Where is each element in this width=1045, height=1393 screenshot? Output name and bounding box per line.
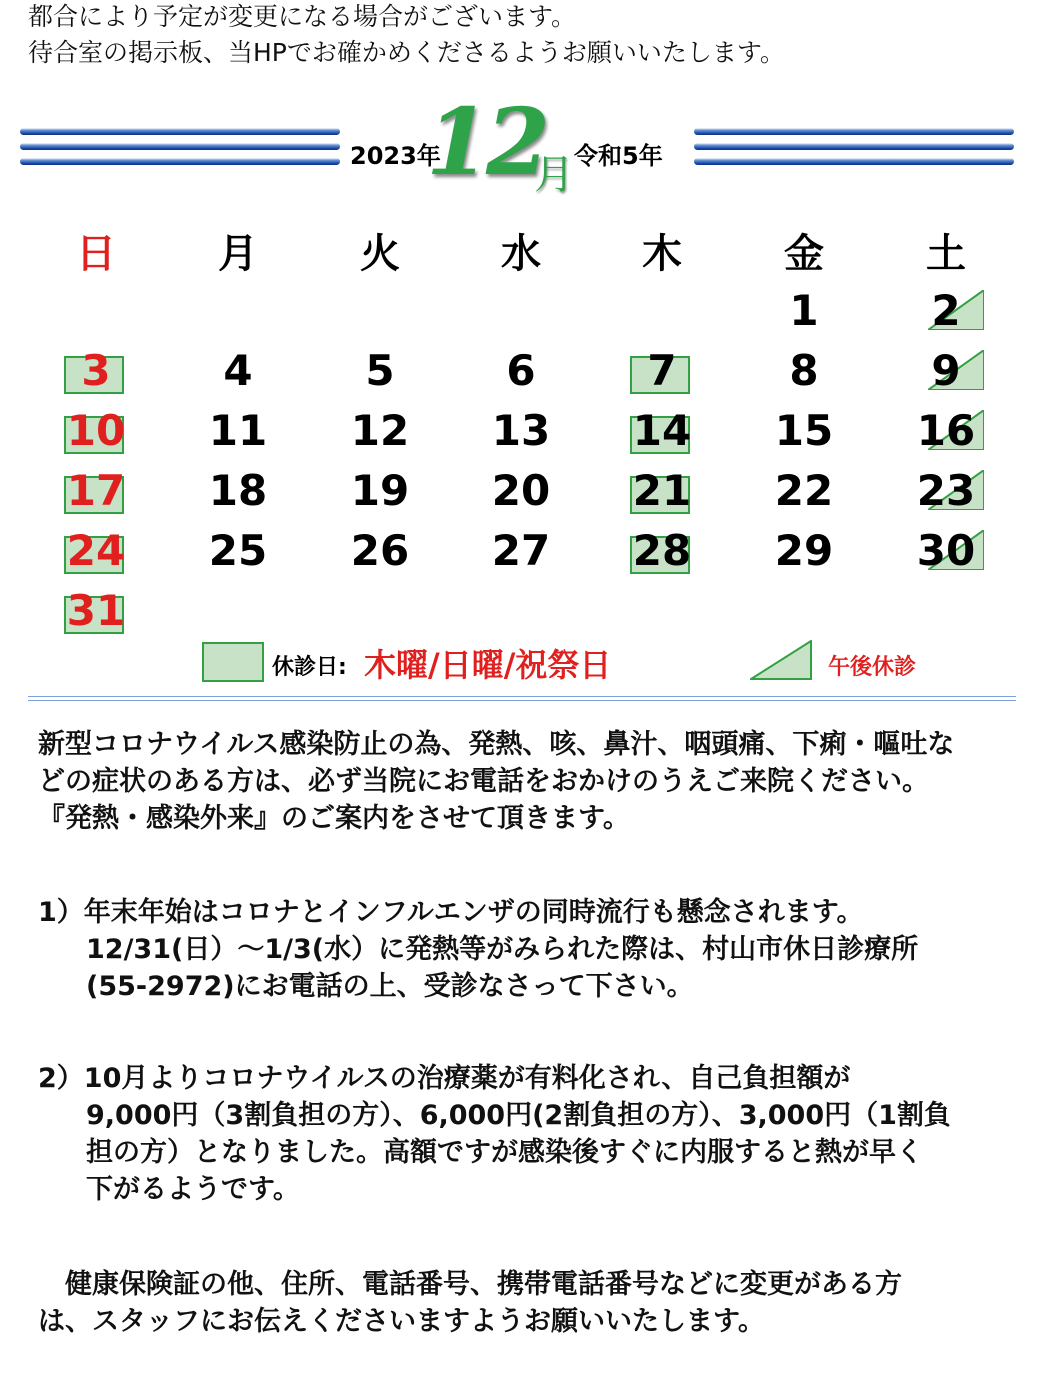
day-cell xyxy=(340,526,420,576)
day-number: 10 xyxy=(66,406,126,455)
day-number: 22 xyxy=(774,466,834,515)
day-number: 15 xyxy=(774,406,834,455)
year-western: 2023年 xyxy=(350,142,441,170)
day-number: 2 xyxy=(931,286,961,335)
weekday-fri: 金 xyxy=(784,231,824,277)
day-cell-closed xyxy=(622,406,702,456)
weekday-wed: 水 xyxy=(501,231,541,277)
day-number: 31 xyxy=(66,586,126,635)
text-line: 12/31(日）～1/3(水）に発熱等がみられた際は、村山市休日診療所 xyxy=(86,934,919,965)
text-line: (55-2972)にお電話の上、受診なさって下さい。 xyxy=(86,971,694,1002)
day-cell xyxy=(198,346,278,396)
afternoon-closed-legend-triangle-icon xyxy=(750,640,812,680)
day-cell xyxy=(198,466,278,516)
day-cell-afternoon-closed xyxy=(906,406,986,456)
day-number: 23 xyxy=(916,466,976,515)
weekday-thu: 木 xyxy=(642,231,682,277)
day-cell-closed xyxy=(56,406,136,456)
day-number: 28 xyxy=(632,526,692,575)
section-divider xyxy=(28,700,1016,701)
left-decorative-stripes xyxy=(20,128,340,170)
text-line: 下がるようです。 xyxy=(86,1174,300,1205)
day-number: 30 xyxy=(916,526,976,575)
day-number: 5 xyxy=(365,346,395,395)
day-cell xyxy=(340,466,420,516)
text-line: 9,000円（3割負担の方）、6,000円(2割負担の方）、3,000円（1割負 xyxy=(86,1100,951,1131)
day-number: 1 xyxy=(789,286,819,335)
text-line: 1）年末年始はコロナとインフルエンザの同時流行も懸念されます。 xyxy=(38,897,864,928)
notice-line-1: 都合により予定が変更になる場合がございます。 xyxy=(28,2,577,31)
day-cell-closed xyxy=(56,466,136,516)
day-cell xyxy=(764,286,844,336)
weekday-mon: 月 xyxy=(218,231,258,277)
day-cell-closed xyxy=(56,526,136,576)
day-number: 3 xyxy=(81,346,111,395)
day-number: 24 xyxy=(66,526,126,575)
closing-paragraph xyxy=(38,1266,902,1340)
day-cell xyxy=(764,346,844,396)
day-number: 8 xyxy=(789,346,819,395)
text-line: 新型コロナウイルス感染防止の為、発熱、咳、鼻汁、咽頭痛、下痢・嘔吐な xyxy=(38,729,955,760)
weekday-sun: 日 xyxy=(76,231,116,277)
month-number: 12 xyxy=(426,88,547,196)
day-cell xyxy=(198,406,278,456)
day-number: 14 xyxy=(632,406,692,455)
day-cell-afternoon-closed xyxy=(906,346,986,396)
closed-day-legend-label: 休診日: xyxy=(272,655,347,680)
day-number: 29 xyxy=(774,526,834,575)
day-number: 4 xyxy=(223,346,253,395)
day-cell xyxy=(764,526,844,576)
notice-item-2 xyxy=(38,1060,951,1208)
day-number: 18 xyxy=(208,466,268,515)
day-number: 27 xyxy=(491,526,551,575)
afternoon-closed-legend-label: 午後休診 xyxy=(828,655,917,680)
day-cell xyxy=(340,406,420,456)
text-line: 健康保険証の他、住所、電話番号、携帯電話番号などに変更がある方 xyxy=(38,1269,902,1300)
notice-item-1 xyxy=(38,894,918,1005)
right-decorative-stripes xyxy=(694,128,1014,170)
day-cell xyxy=(481,406,561,456)
text-line: どの症状のある方は、必ず当院にお電話をおかけのうえご来院ください。 xyxy=(38,766,929,797)
day-number: 9 xyxy=(931,346,961,395)
day-cell xyxy=(340,346,420,396)
day-cell-afternoon-closed xyxy=(906,286,986,336)
day-number: 26 xyxy=(350,526,410,575)
day-number: 21 xyxy=(632,466,692,515)
day-cell xyxy=(481,346,561,396)
day-cell xyxy=(198,526,278,576)
day-number: 13 xyxy=(491,406,551,455)
day-number: 19 xyxy=(350,466,410,515)
day-cell-afternoon-closed xyxy=(906,526,986,576)
day-cell-closed xyxy=(622,466,702,516)
day-number: 16 xyxy=(916,406,976,455)
weekday-sat: 土 xyxy=(926,231,966,277)
closed-day-legend-days: 木曜/日曜/祝祭日 xyxy=(364,646,612,684)
text-line: 『発熱・感染外来』のご案内をさせて頂きます。 xyxy=(38,803,630,834)
day-number: 11 xyxy=(208,406,268,455)
day-number: 20 xyxy=(491,466,551,515)
day-number: 25 xyxy=(208,526,268,575)
day-cell-closed xyxy=(622,526,702,576)
day-cell xyxy=(764,406,844,456)
day-cell-afternoon-closed xyxy=(906,466,986,516)
day-cell-closed xyxy=(56,346,136,396)
month-kanji: 月 xyxy=(534,152,574,198)
day-number: 17 xyxy=(66,466,126,515)
day-cell xyxy=(481,466,561,516)
day-cell xyxy=(481,526,561,576)
day-number: 6 xyxy=(506,346,536,395)
closed-day-legend-swatch xyxy=(202,642,264,682)
day-number: 12 xyxy=(350,406,410,455)
day-cell-closed xyxy=(622,346,702,396)
text-line: は、スタッフにお伝えくださいますようお願いいたします。 xyxy=(38,1306,765,1337)
section-divider xyxy=(28,696,1016,697)
text-line: 担の方）となりました。高額ですが感染後すぐに内服すると熱が早く xyxy=(86,1137,923,1168)
notice-line-2: 待合室の掲示板、当HPでお確かめくださるようお願いいたします。 xyxy=(28,38,785,67)
day-cell xyxy=(764,466,844,516)
text-line: 2）10月よりコロナウイルスの治療薬が有料化され、自己負担額が xyxy=(38,1063,851,1094)
covid-notice-paragraph xyxy=(38,726,954,837)
day-cell-closed xyxy=(56,586,136,636)
year-japanese: 令和5年 xyxy=(574,142,663,170)
day-number: 7 xyxy=(647,346,677,395)
weekday-tue: 火 xyxy=(360,231,400,277)
